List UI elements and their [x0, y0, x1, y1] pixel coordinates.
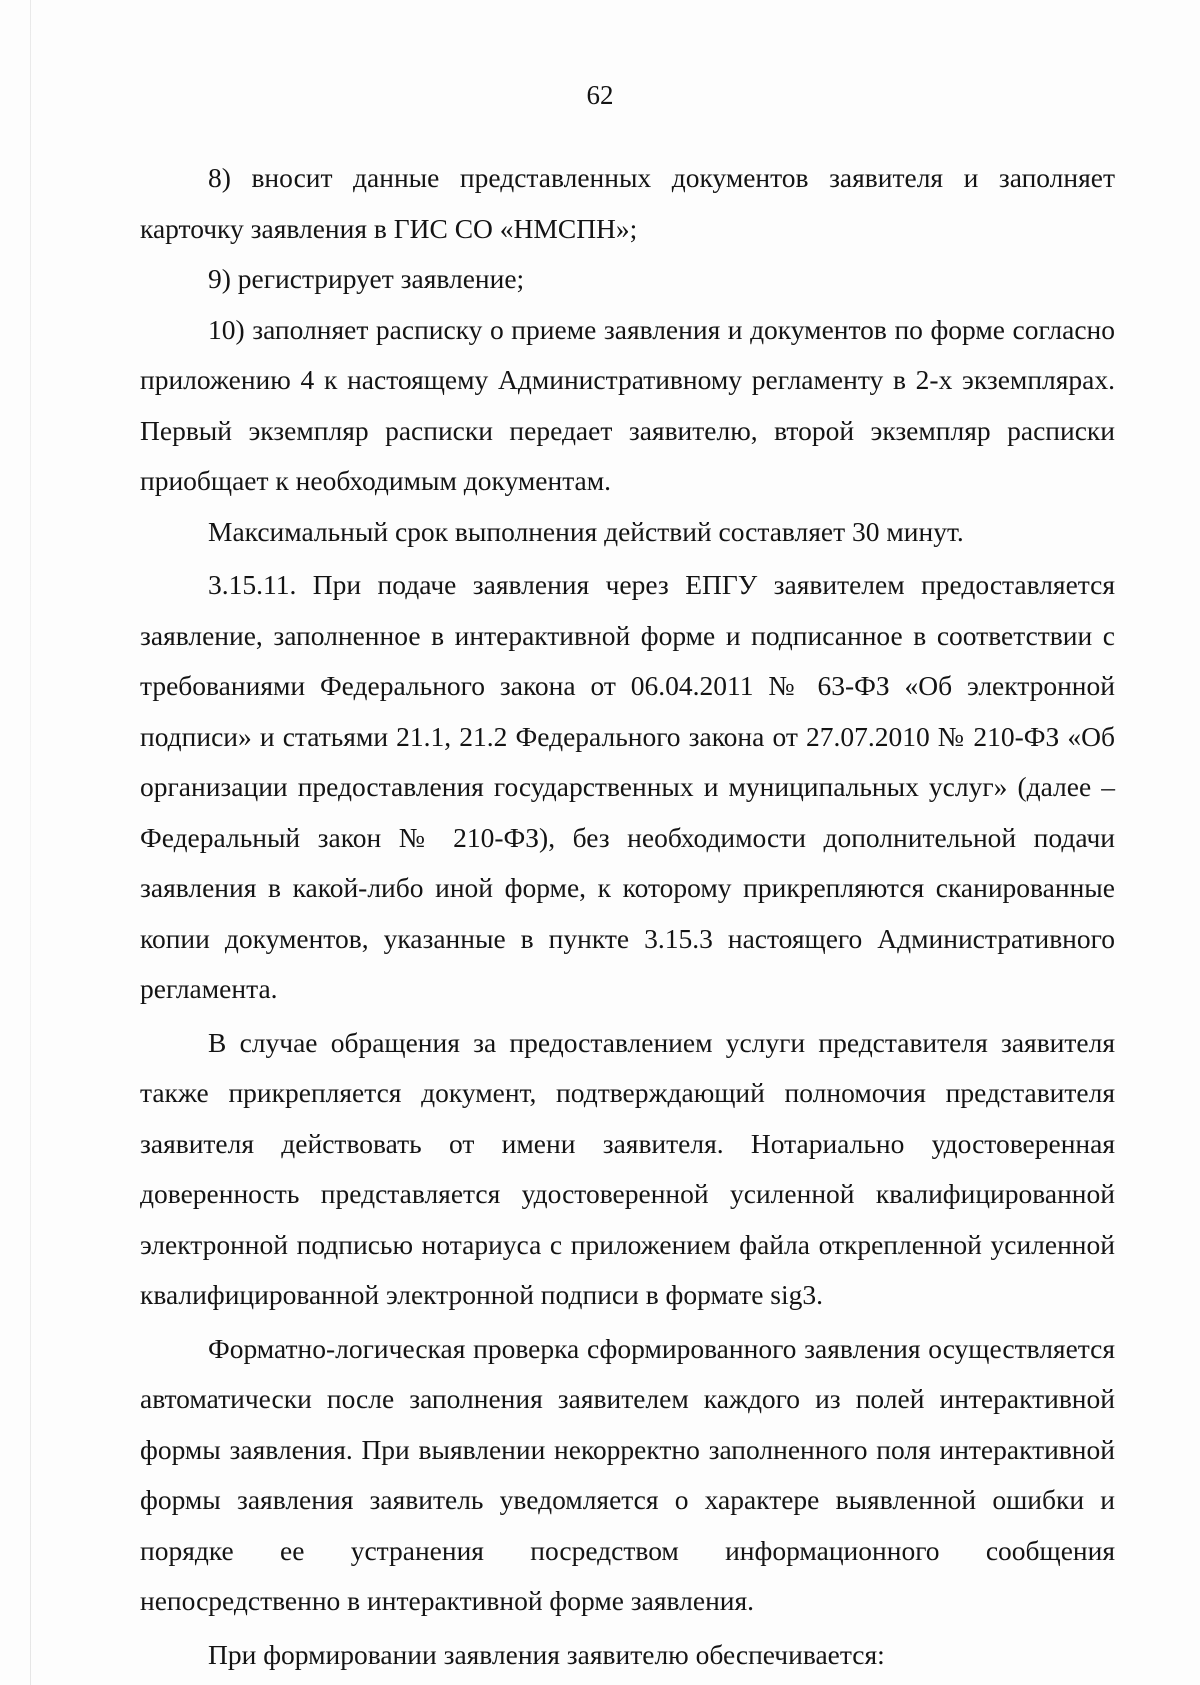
paragraph-item-9: 9) регистрирует заявление;: [208, 263, 525, 294]
page-number: 62: [586, 80, 614, 110]
paragraph-format-check: Форматно-логическая проверка сформированного заявления осуществляется автоматически после заполнения заявителем каждого из полей интерактивной формы заявления. При выявлении некорректно заполненного поля интерактивной формы заявления заявитель уведомляется о характере выявленной ошибки и порядке ее устранения посредством информационного сообщения непосредственно в интерактивной форме заявления.: [140, 1332, 1115, 1616]
paragraph-representative: В случае обращения за предоставлением услуги представителя заявителя также прикрепляется документ, подтверждающий полномочия представителя заявителя действовать от имени заявителя. Нотариально удостоверенная доверенность представляется удостоверенной усиленной квалифицированной электронной подписью нотариуса с приложением файла открепленной усиленной квалифицированной электронной подписи в формате sig3.: [140, 1026, 1115, 1310]
paragraph-form-provision: При формировании заявления заявителю обеспечивается:: [208, 1638, 885, 1670]
scan-edge-line: [30, 0, 31, 1685]
paragraph-max-duration: Максимальный срок выполнения действий составляет 30 минут.: [208, 515, 964, 547]
paragraph-section-3-15-11: 3.15.11. При подаче заявления через ЕПГУ заявителем предоставляется заявление, заполненное в интерактивной форме и подписанное в соответствии с требованиями Федерального закона от 06.04.2011 № 63-ФЗ «Об электронной подписи» и статьями 21.1, 21.2 Федерального закона от 27.07.2010 № 210-ФЗ «Об организации предоставления государственных и муниципальных услуг» (далее – Федеральный закон № 210-ФЗ), без необходимости дополнительной подачи заявления в какой-либо иной форме, к которому прикрепляются сканированные копии документов, указанные в пункте 3.15.3 настоящего Административного регламента.: [140, 569, 1115, 1004]
paragraph-item-10: 10) заполняет расписку о приеме заявления и документов по форме согласно приложению 4 к настоящему Административному регламенту в 2-х экземплярах. Первый экземпляр расписки передает заявителю, второй экземпляр расписки приобщает к необходимым документам.: [140, 313, 1115, 496]
document-body: [140, 153, 1115, 1680]
paragraph-item-8: 8) вносит данные представленных документов заявителя и заполняет карточку заявления в ГИС СО «НМСПН»;: [140, 162, 1115, 244]
